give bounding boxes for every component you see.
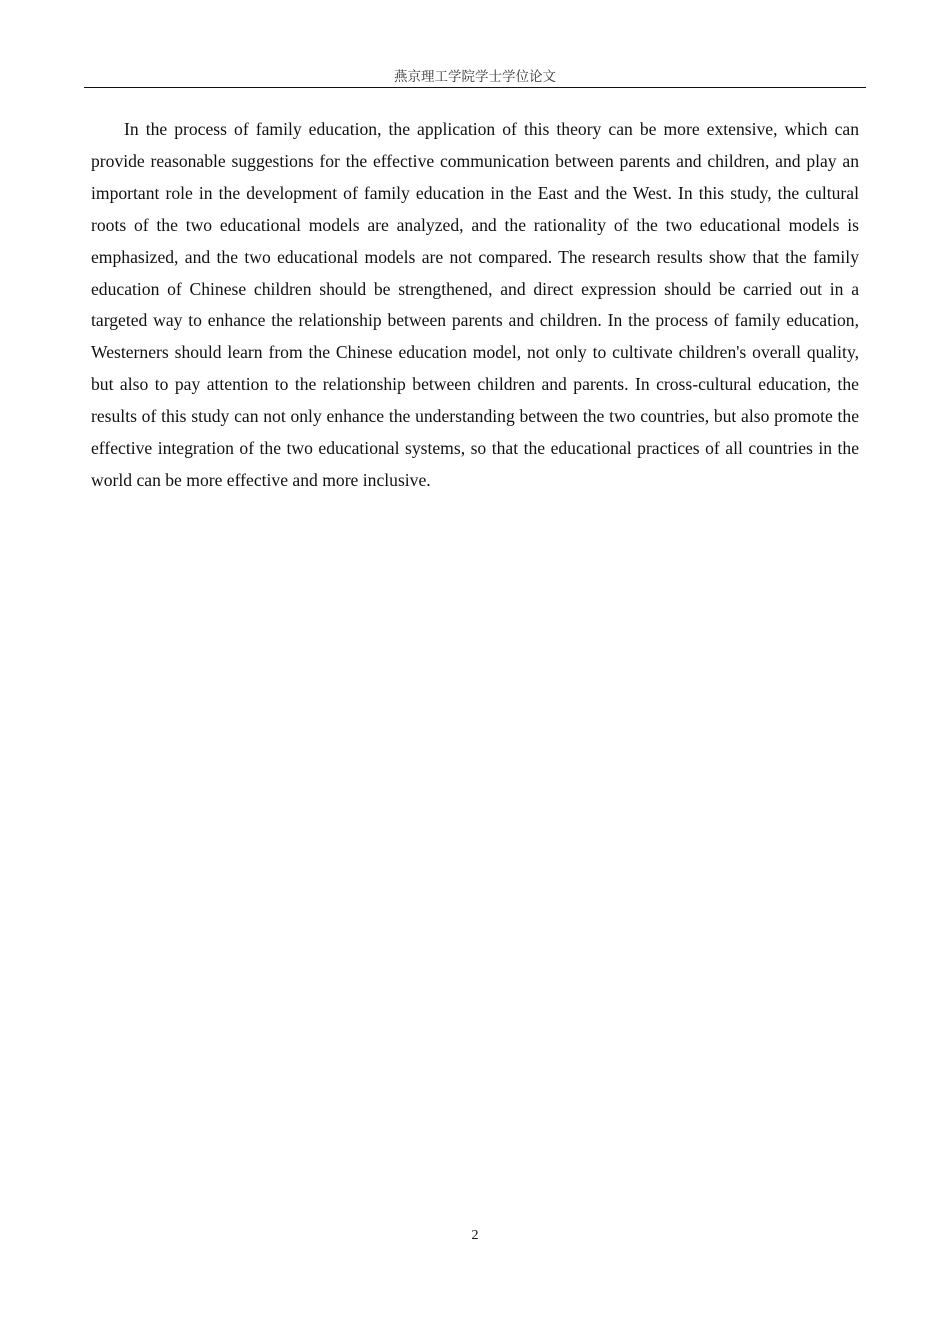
body-paragraph: In the process of family education, the application of this theory can be more extensive, which can provide reasonable suggestions for the effective communication between parents and children, and play an important role in the development of family education in the East and the West. In this study, the cultural roots of the two educational models are analyzed, and the rationality of the two educational models is emphasized, and the two educational models are not compared. The research results show that the family education of Chinese children should be strengthened, and direct expression should be carried out in a targeted way to enhance the relationship between parents and children. In the process of family education, Westerners should learn from the Chinese education model, not only to cultivate children's overall quality, but also to pay attention to the relationship between children and parents. In cross-cultural education, the results of this study can not only enhance the understanding between the two countries, but also promote the effective integration of the two educational systems, so that the educational practices of all countries in the world can be more effective and more inclusive. <box>91 119 859 490</box>
page-header <box>84 68 866 88</box>
page-number: 2 <box>471 1228 479 1243</box>
header-title: 燕京理工学院学士学位论文 <box>394 69 556 85</box>
